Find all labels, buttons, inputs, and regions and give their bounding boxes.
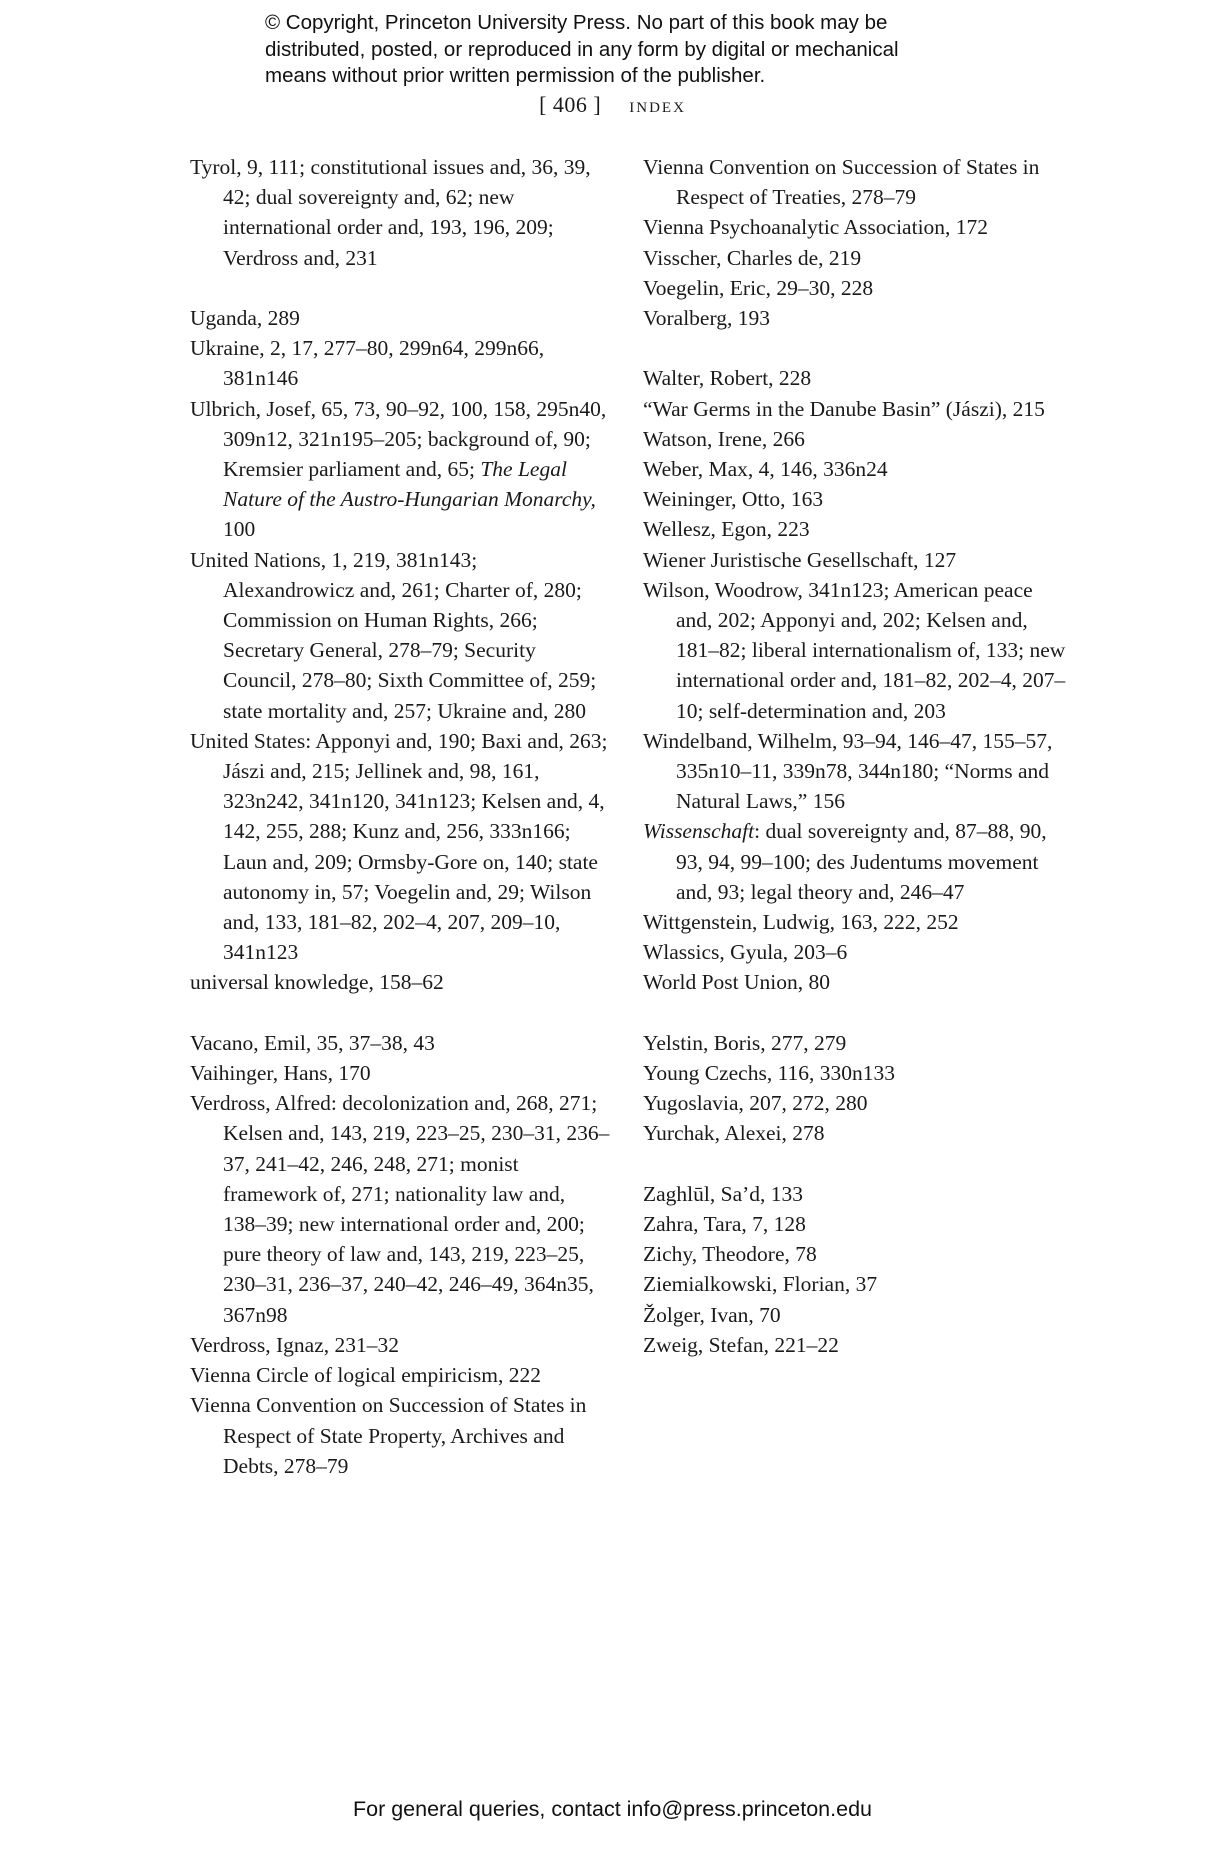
index-entry (190, 1390, 610, 1481)
index-entry (643, 1118, 1073, 1148)
index-entry (643, 273, 1073, 303)
entry-text: Young Czechs, 116, 330n133 (643, 1061, 896, 1086)
entry-text: Tyrol, 9, 111; constitutional issues and, 36, 39, 42; dual sovereignty and, 62; new international order and, 193, 196, 209; Verdross and, 231 (190, 155, 591, 270)
italic-title: The Legal Nature of the Austro-Hungarian Monarchy, (223, 457, 596, 512)
entry-text: United States: Apponyi and, 190; Baxi and, 263; Jászi and, 215; Jellinek and, 98, 161, 323n242, 341n120, 341n123; Kelsen and, 4, 142, 255, 288; Kunz and, 256, 333n166; Laun and, 209; Ormsby-Gore on, 140; state autonomy in, 57; Voegelin and, 29; Wilson and, 133, 181–82, 202–4, 207, 209–10, 341n123 (190, 728, 608, 965)
entry-text: universal knowledge, 158–62 (190, 970, 444, 995)
entry-text: Vienna Psychoanalytic Association, 172 (643, 215, 989, 240)
letter-group-gap (643, 333, 1073, 363)
index-entry (643, 1300, 1073, 1330)
footer-contact: For general queries, contact info@press.princeton.edu (352, 1797, 872, 1821)
entry-text: Verdross, Alfred: decolonization and, 268, 271; Kelsen and, 143, 219, 223–25, 230–31, 236–37, 241–42, 246, 248, 271; monist framework of, 271; nationality law and, 138–39; new international order and, 200; pure theory of law and, 143, 219, 223–25, 230–31, 236–37, 240–42, 246–49, 364n35, 367n98 (190, 1091, 610, 1327)
index-entry (643, 726, 1073, 817)
index-entry (190, 1360, 610, 1390)
copyright-line: means without prior written permission of the publisher. (265, 64, 766, 87)
entry-text: Wittgenstein, Ludwig, 163, 222, 252 (643, 910, 959, 935)
section-title: index (629, 92, 686, 117)
entry-text: Zaghlūl, Sa’d, 133 (643, 1181, 804, 1206)
entry-text: Ulbrich, Josef, 65, 73, 90–92, 100, 158, 295n40, 309n12, 321n195–205; background of, 90; Kremsier parliament and, 65; (190, 396, 607, 482)
index-entry (190, 1028, 610, 1058)
index-entry (643, 1269, 1073, 1299)
index-entry (190, 726, 610, 968)
index-entry (643, 816, 1073, 907)
entry-text: Voralberg, 193 (643, 306, 770, 331)
entry-text: Windelband, Wilhelm, 93–94, 146–47, 155–57, 335n10–11, 339n78, 344n180; “Norms and Natural Laws,” 156 (643, 728, 1053, 814)
index-entry (643, 484, 1073, 514)
entry-text: Weininger, Otto, 163 (643, 487, 824, 512)
entry-text: United Nations, 1, 219, 381n143; Alexandrowicz and, 261; Charter of, 280; Commission on Human Rights, 266; Secretary General, 278–79; Security Council, 278–80; Sixth Committee of, 259; state mortality and, 257; Ukraine and, 280 (190, 547, 597, 723)
entry-text: Yurchak, Alexei, 278 (643, 1121, 825, 1146)
index-entry (643, 937, 1073, 967)
italic-title: Wissenschaft (643, 819, 755, 844)
index-entry (643, 1330, 1073, 1360)
entry-text: Wlassics, Gyula, 203–6 (643, 940, 848, 965)
entry-text: Wiener Juristische Gesellschaft, 127 (643, 547, 957, 572)
page-number: [ 406 ] (539, 92, 602, 117)
index-entry (190, 1088, 610, 1330)
index-entry (190, 394, 610, 545)
index-entry (190, 545, 610, 726)
index-entry (190, 967, 610, 997)
index-entry (643, 363, 1073, 393)
index-entry (190, 1330, 610, 1360)
entry-text: Ziemialkowski, Florian, 37 (643, 1272, 878, 1297)
index-entry (643, 212, 1073, 242)
index-entry (643, 1028, 1073, 1058)
index-entry (190, 1058, 610, 1088)
letter-group-gap (190, 998, 610, 1028)
index-entry (643, 1088, 1073, 1118)
entry-text: Zichy, Theodore, 78 (643, 1242, 817, 1267)
entry-text: Wilson, Woodrow, 341n123; American peace and, 202; Apponyi and, 202; Kelsen and, 181–82; liberal internationalism of, 133; new international order and, 181–82, 202–4, 207–10; self-determination and, 203 (643, 577, 1066, 723)
index-entry (643, 152, 1073, 212)
index-entry (643, 967, 1073, 997)
index-entry (643, 907, 1073, 937)
letter-group-gap (643, 1149, 1073, 1179)
entry-text: Žolger, Ivan, 70 (643, 1302, 781, 1327)
entry-text: Ukraine, 2, 17, 277–80, 299n64, 299n66, 381n146 (190, 336, 545, 391)
copyright-line: © Copyright, Princeton University Press. No part of this book may be (265, 11, 888, 34)
entry-text: : dual sovereignty and, 87–88, 90, 93, 94, 99–100; des Judentums movement and, 93; legal theory and, 246–47 (676, 819, 1047, 904)
letter-group-gap (643, 998, 1073, 1028)
index-entry (643, 454, 1073, 484)
index-entry (643, 514, 1073, 544)
entry-text: Vienna Convention on Succession of States in Respect of State Property, Archives and Debts, 278–79 (190, 1393, 587, 1478)
entry-text: Vacano, Emil, 35, 37–38, 43 (190, 1030, 435, 1055)
entry-text: World Post Union, 80 (643, 970, 831, 995)
index-entry (643, 575, 1073, 726)
letter-group-gap (190, 273, 610, 303)
entry-text: Weber, Max, 4, 146, 336n24 (643, 457, 888, 482)
entry-text: Vaihinger, Hans, 170 (190, 1061, 371, 1086)
index-entry (643, 1179, 1073, 1209)
index-column-right (643, 152, 1073, 1360)
entry-text: Zweig, Stefan, 221–22 (643, 1332, 839, 1357)
index-entry (190, 303, 610, 333)
copyright-line: distributed, posted, or reproduced in any form by digital or mechanical (265, 37, 899, 61)
entry-text: Uganda, 289 (190, 306, 300, 330)
index-entry (643, 394, 1073, 424)
index-entry (190, 333, 610, 393)
index-entry (643, 303, 1073, 333)
entry-text: Wellesz, Egon, 223 (643, 517, 810, 542)
entry-text: Vienna Circle of logical empiricism, 222 (190, 1363, 541, 1388)
entry-text: 100 (223, 517, 256, 542)
entry-text: Voegelin, Eric, 29–30, 228 (643, 275, 874, 300)
entry-text: Watson, Irene, 266 (643, 426, 805, 451)
index-entry (190, 152, 610, 273)
entry-text: Zahra, Tara, 7, 128 (643, 1212, 806, 1237)
index-entry (643, 1209, 1073, 1239)
entry-text: Yelstin, Boris, 277, 279 (643, 1030, 847, 1055)
entry-text: Verdross, Ignaz, 231–32 (190, 1332, 399, 1357)
index-entry (643, 424, 1073, 454)
running-head (0, 92, 1225, 118)
entry-text: Yugoslavia, 207, 272, 280 (643, 1091, 868, 1116)
entry-text: “War Germs in the Danube Basin” (Jászi), 215 (643, 396, 1045, 421)
index-entry (643, 1239, 1073, 1269)
entry-text: Vienna Convention on Succession of States in Respect of Treaties, 278–79 (643, 155, 1040, 210)
entry-text: Visscher, Charles de, 219 (643, 245, 862, 270)
copyright-notice (265, 10, 1025, 90)
index-entry (643, 243, 1073, 273)
index-entry (643, 1058, 1073, 1088)
index-column-left (190, 152, 610, 1481)
entry-text: Walter, Robert, 228 (643, 366, 812, 391)
index-entry (643, 545, 1073, 575)
